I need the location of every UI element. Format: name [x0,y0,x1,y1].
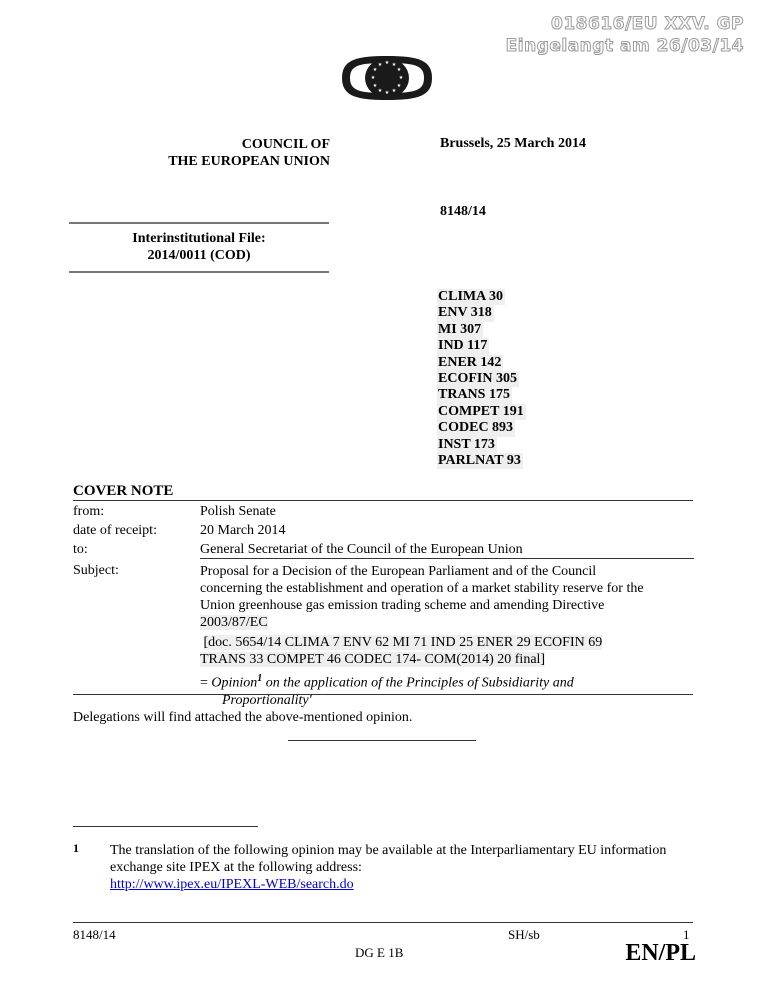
to-label: to: [73,542,88,557]
registration-stamp-line1: 018616/EU XXV. GP [551,14,744,34]
subject-code: COMPET 191 [438,403,524,419]
subject-label: Subject: [73,563,119,578]
separator-line [288,740,476,741]
svg-text:★: ★ [391,88,397,94]
subject-text: Proposal for a Decision of the European Parliament and of the Council concerning the establishment and operation of a market stability reserve for the Union greenhouse gas emission trading scheme and amending Directive 2003/87/EC [doc. 5654/14 CLIMA 7 ENV 62 MI 71 IND 25 ENER 29 ECOFIN 69 TRANS 33 COMPET 46 CODEC 174- COM(2014) 20 final] = Opinion$^1$ on the application of the Principles of Subsidiarity and Proportionality' [200,564,644,708]
subject-code: IND 117 [438,338,488,354]
subject-code: ENER 142 [438,354,502,370]
subject-code: CLIMA 30 [438,289,503,304]
footer-dg: DG E 1B [355,945,404,960]
registration-stamp-line2: Eingelangt am 26/03/14 [505,36,744,56]
svg-text:★: ★ [377,62,383,68]
divider [200,558,694,559]
svg-text:★: ★ [372,67,378,73]
divider [73,694,693,695]
document-date: Brussels, 25 March 2014 [440,136,586,151]
from-label: from: [73,504,105,519]
subject-code: MI 307 [438,321,482,337]
ipex-link[interactable]: http://www.ipex.eu/IPEXL-WEB/search.do [110,877,354,892]
subject-code: INST 173 [438,436,495,452]
footer-initials: SH/sb [508,927,540,942]
council-name: COUNCIL OF THE EUROPEAN UNION [168,137,330,169]
subject-code: CODEC 893 [438,420,514,436]
svg-text:★: ★ [396,67,402,73]
footnote-mark: 1 [73,841,79,855]
footnote-text: The translation of the following opinion may be available at the Interparliamentary EU information exchange site IPEX at the following address: http://www.ipex.eu/IPEXL-WEB/search.do [110,843,667,892]
subject-codes [437,289,526,469]
document-number: 8148/14 [440,204,486,219]
footer-page-number: 1 [683,927,690,942]
footnote-rule [73,826,258,827]
footer-language: EN/PL [625,940,696,966]
svg-text:★: ★ [372,83,378,89]
eu-emblem-icon [336,52,438,104]
cover-note-title: COVER NOTE [73,483,174,499]
subject-code: TRANS 175 [438,387,510,403]
divider [73,500,693,501]
svg-text:★: ★ [377,88,383,94]
receipt-value: 20 March 2014 [200,523,286,538]
footer-rule [73,922,693,923]
svg-text:★: ★ [384,60,390,66]
to-value: General Secretariat of the Council of the European Union [200,542,523,557]
receipt-label: date of receipt: [73,523,157,538]
footer-doc-number: 8148/14 [73,927,116,942]
subject-code: ECOFIN 305 [438,371,517,387]
body-text: Delegations will find attached the above-mentioned opinion. [73,710,413,725]
from-value: Polish Senate [200,504,276,519]
interinstitutional-file-box: Interinstitutional File: 2014/0011 (COD) [69,222,329,273]
subject-code: ENV 318 [438,305,492,321]
svg-text:★: ★ [396,83,402,89]
svg-text:★: ★ [398,75,404,81]
svg-text:★: ★ [384,90,390,96]
svg-text:★: ★ [370,75,376,81]
subject-code: PARLNAT 93 [438,453,521,469]
svg-text:★: ★ [391,62,397,68]
